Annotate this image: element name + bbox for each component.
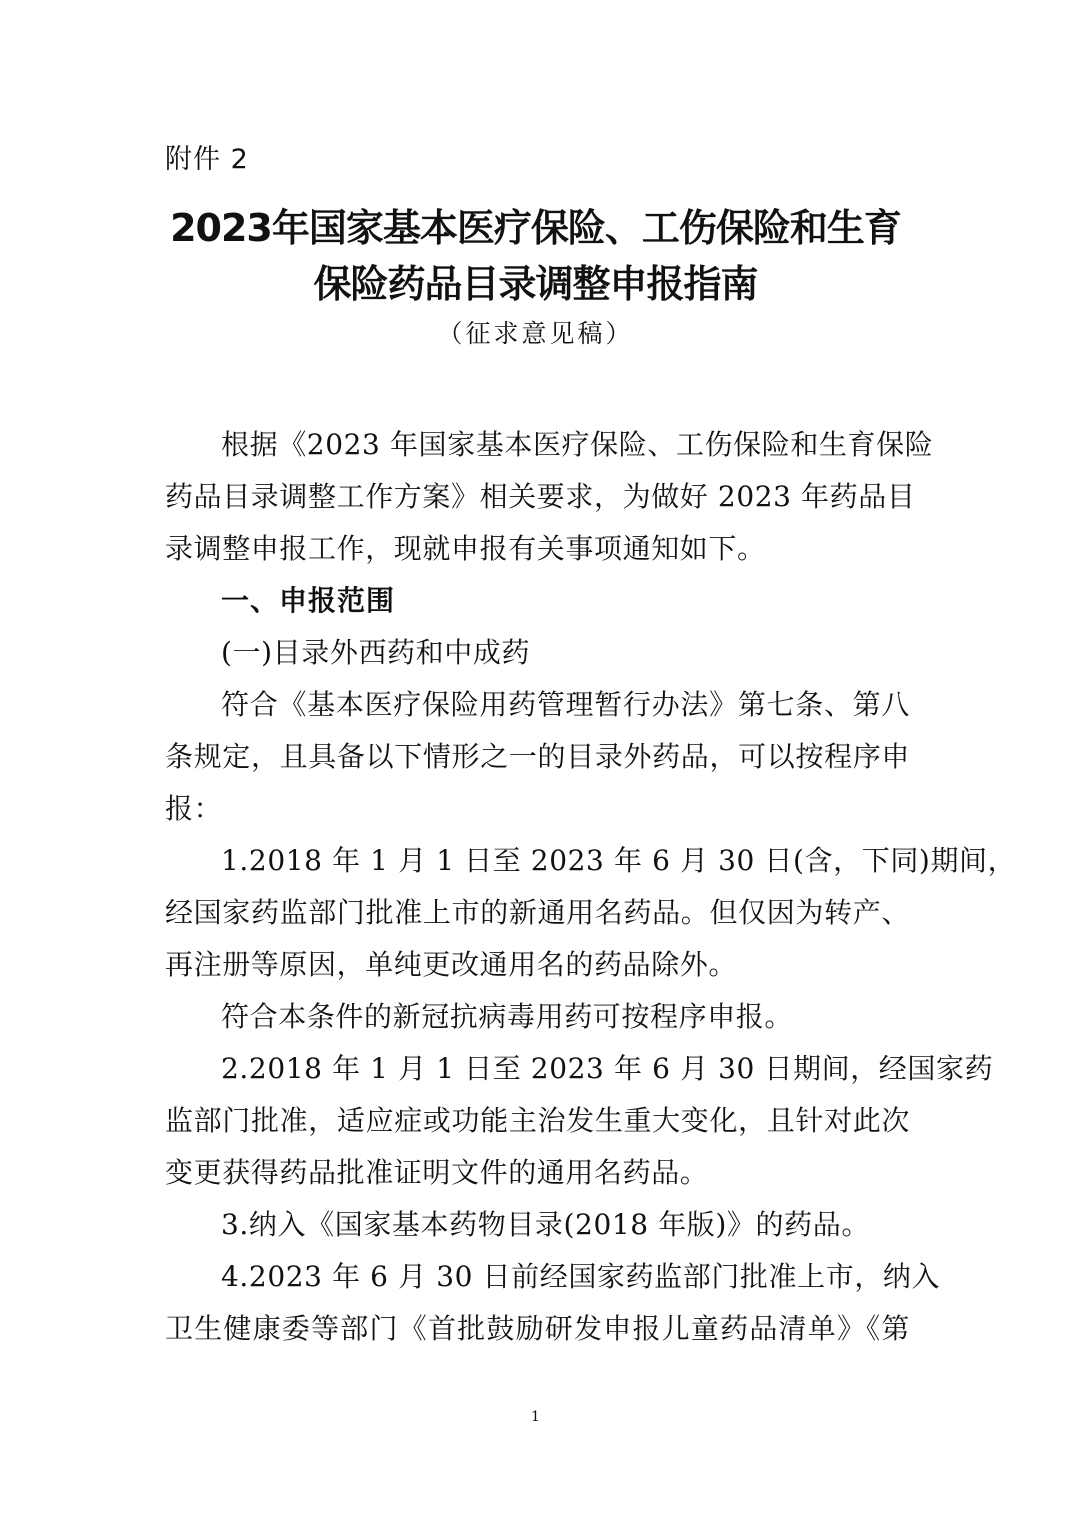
attachment-label: 附件 2 [165, 144, 249, 175]
paragraph-line: 符合本条件的新冠抗病毒用药可按程序申报。 [221, 1000, 794, 1033]
paragraph-line: 监部门批准，适应症或功能主治发生重大变化，且针对此次 [165, 1104, 910, 1137]
paragraph-line: 4.2023 年 6 月 30 日前经国家药监部门批准上市，纳入 [221, 1260, 941, 1293]
title-line-2: 保险药品目录调整申报指南 [313, 262, 758, 306]
subsection-heading: (一)目录外西药和中成药 [221, 636, 531, 669]
paragraph-line: 符合《基本医疗保险用药管理暂行办法》第七条、第八 [221, 688, 910, 721]
paragraph-line: 3.纳入《国家基本药物目录(2018 年版)》的药品。 [221, 1208, 870, 1241]
paragraph-line: 变更获得药品批准证明文件的通用名药品。 [165, 1156, 709, 1189]
section-heading: 一、申报范围 [221, 584, 396, 617]
paragraph-line: 根据《2023 年国家基本医疗保险、工伤保险和生育保险 [221, 428, 934, 461]
paragraph-line: 2.2018 年 1 月 1 日至 2023 年 6 月 30 日期间，经国家药 [221, 1052, 994, 1085]
paragraph-line: 卫生健康委等部门《首批鼓励研发申报儿童药品清单》《第 [165, 1312, 910, 1345]
paragraph-line: 1.2018 年 1 月 1 日至 2023 年 6 月 30 日(含，下同)期间， [221, 844, 1017, 877]
document-body [165, 419, 1017, 1355]
document-title [150, 200, 921, 312]
paragraph-line: 药品目录调整工作方案》相关要求，为做好 2023 年药品目 [165, 480, 916, 513]
paragraph-line: 经国家药监部门批准上市的新通用名药品。但仅因为转产、 [165, 896, 910, 929]
paragraph-line: 条规定，且具备以下情形之一的目录外药品，可以按程序申 [165, 740, 910, 773]
draft-subtitle: （征求意见稿） [437, 319, 634, 348]
title-line-1: 2023年国家基本医疗保险、工伤保险和生育 [170, 206, 901, 250]
paragraph-line: 报： [165, 792, 223, 825]
paragraph-line: 录调整申报工作，现就申报有关事项通知如下。 [165, 532, 766, 565]
paragraph-line: 再注册等原因，单纯更改通用名的药品除外。 [165, 948, 738, 981]
page-number: 1 [531, 1409, 540, 1425]
